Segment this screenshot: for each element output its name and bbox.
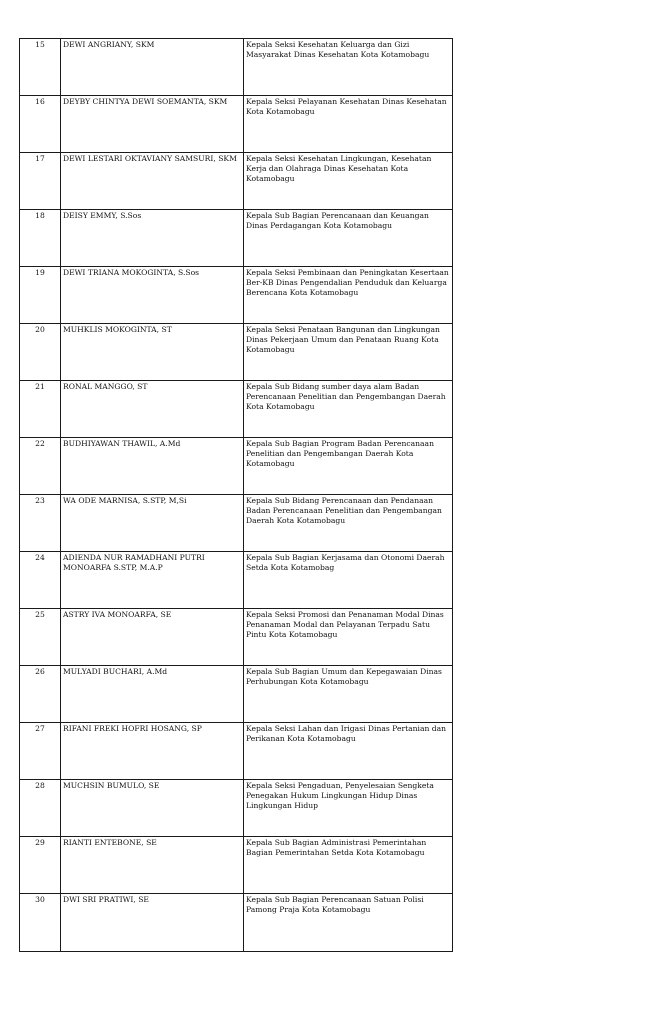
official-position: Kepala Sub Bagian Perencanaan Satuan Polisi Pamong Praja Kota Kotamobagu <box>244 894 453 952</box>
table-row <box>20 723 453 780</box>
table-row <box>20 609 453 666</box>
official-name: RONAL MANGGO, ST <box>61 381 244 438</box>
table-row <box>20 96 453 153</box>
official-name: MULYADI BUCHARI, A.Md <box>61 666 244 723</box>
official-name: DWI SRI PRATIWI, SE <box>61 894 244 952</box>
official-name: MUCHSIN BUMULO, SE <box>61 780 244 837</box>
row-number: 29 <box>20 837 61 894</box>
table-row <box>20 153 453 210</box>
official-position: Kepala Sub Bidang Perencanaan dan Pendanaan Badan Perencanaan Penelitian dan Pengembangan Daerah Kota Kotamobagu <box>244 495 453 552</box>
official-name: DEWI LESTARI OKTAVIANY SAMSURI, SKM <box>61 153 244 210</box>
official-position: Kepala Seksi Kesehatan Keluarga dan Gizi Masyarakat Dinas Kesehatan Kota Kotamobagu <box>244 39 453 96</box>
table-row <box>20 552 453 609</box>
official-position: Kepala Seksi Penataan Bangunan dan Lingkungan Dinas Pekerjaan Umum dan Penataan Ruang Kota Kotamobagu <box>244 324 453 381</box>
official-name: DEYBY CHINTYA DEWI SOEMANTA, SKM <box>61 96 244 153</box>
official-position: Kepala Seksi Lahan dan Irigasi Dinas Pertanian dan Perikanan Kota Kotamobagu <box>244 723 453 780</box>
official-position: Kepala Sub Bagian Program Badan Perencanaan Penelitian dan Pengembangan Daerah Kota Kotamobagu <box>244 438 453 495</box>
official-name: DEWI ANGRIANY, SKM <box>61 39 244 96</box>
row-number: 26 <box>20 666 61 723</box>
table-row <box>20 267 453 324</box>
table-row <box>20 666 453 723</box>
official-name: ADIENDA NUR RAMADHANI PUTRI MONOARFA S.STP, M.A.P <box>61 552 244 609</box>
table-row <box>20 324 453 381</box>
official-position: Kepala Sub Bagian Umum dan Kepegawaian Dinas Perhubungan Kota Kotamobagu <box>244 666 453 723</box>
official-name: RIANTI ENTEBONE, SE <box>61 837 244 894</box>
row-number: 28 <box>20 780 61 837</box>
official-position: Kepala Seksi Promosi dan Penanaman Modal Dinas Penanaman Modal dan Pelayanan Terpadu Satu Pintu Kota Kotamobagu <box>244 609 453 666</box>
row-number: 16 <box>20 96 61 153</box>
table-row <box>20 837 453 894</box>
row-number: 25 <box>20 609 61 666</box>
table-row <box>20 210 453 267</box>
official-position: Kepala Seksi Pembinaan dan Peningkatan Kesertaan Ber-KB Dinas Pengendalian Penduduk dan Keluarga Berencana Kota Kotamobagu <box>244 267 453 324</box>
table-row <box>20 438 453 495</box>
row-number: 19 <box>20 267 61 324</box>
table-row <box>20 780 453 837</box>
official-name: BUDHIYAWAN THAWIL, A.Md <box>61 438 244 495</box>
official-name: ASTRY IVA MONOARFA, SE <box>61 609 244 666</box>
official-name: DEISY EMMY, S.Sos <box>61 210 244 267</box>
row-number: 23 <box>20 495 61 552</box>
official-name: WA ODE MARNISA, S.STP, M,Si <box>61 495 244 552</box>
table-row <box>20 894 453 952</box>
official-name: RIFANI FREKI HOFRI HOSANG, SP <box>61 723 244 780</box>
official-position: Kepala Sub Bagian Perencanaan dan Keuangan Dinas Perdagangan Kota Kotamobagu <box>244 210 453 267</box>
row-number: 20 <box>20 324 61 381</box>
official-position: Kepala Sub Bagian Kerjasama dan Otonomi Daerah Setda Kota Kotamobag <box>244 552 453 609</box>
row-number: 21 <box>20 381 61 438</box>
official-position: Kepala Sub Bidang sumber daya alam Badan Perencanaan Penelitian dan Pengembangan Daerah Kota Kotamobagu <box>244 381 453 438</box>
official-position: Kepala Sub Bagian Administrasi Pemerintahan Bagian Pemerintahan Setda Kota Kotamobagu <box>244 837 453 894</box>
row-number: 17 <box>20 153 61 210</box>
row-number: 24 <box>20 552 61 609</box>
table-row <box>20 495 453 552</box>
row-number: 30 <box>20 894 61 952</box>
row-number: 22 <box>20 438 61 495</box>
official-position: Kepala Seksi Kesehatan Lingkungan, Kesehatan Kerja dan Olahraga Dinas Kesehatan Kota Kotamobagu <box>244 153 453 210</box>
official-position: Kepala Seksi Pelayanan Kesehatan Dinas Kesehatan Kota Kotamobagu <box>244 96 453 153</box>
table-row <box>20 381 453 438</box>
official-name: MUHKLIS MOKOGINTA, ST <box>61 324 244 381</box>
officials-table <box>19 38 453 952</box>
table-row <box>20 39 453 96</box>
official-name: DEWI TRIANA MOKOGINTA, S.Sos <box>61 267 244 324</box>
row-number: 27 <box>20 723 61 780</box>
official-position: Kepala Seksi Pengaduan, Penyelesaian Sengketa Penegakan Hukum Lingkungan Hidup Dinas Lingkungan Hidup <box>244 780 453 837</box>
row-number: 18 <box>20 210 61 267</box>
row-number: 15 <box>20 39 61 96</box>
